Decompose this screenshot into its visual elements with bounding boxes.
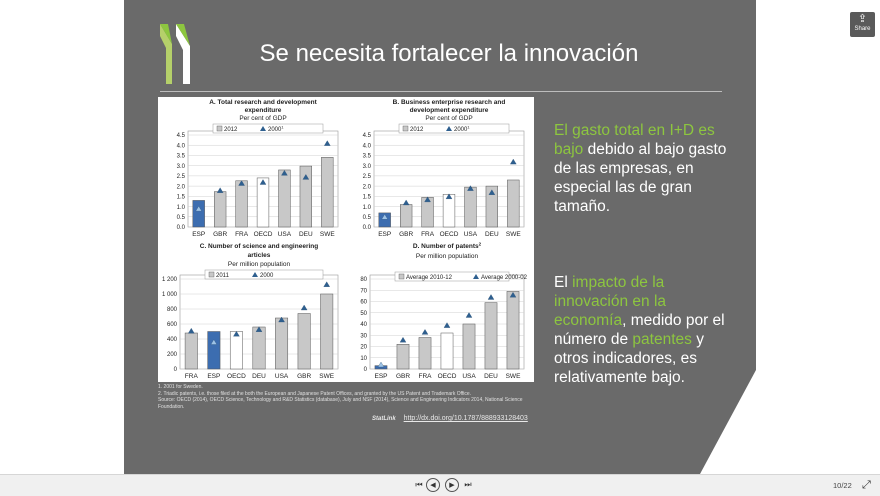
y-tick-label: 0 (173, 367, 177, 374)
y-tick-label: 2.0 (362, 184, 371, 191)
x-tick-label: OECD (439, 231, 459, 238)
x-tick-label: DEU (252, 373, 266, 380)
y-tick-label: 0 (363, 367, 367, 374)
slide-title: Se necesita fortalecer la innovación (259, 40, 639, 67)
x-tick-label: FRA (418, 373, 432, 380)
y-tick-label: 1.0 (362, 204, 371, 211)
y-tick-label: 3.5 (362, 153, 371, 160)
x-tick-label: DEU (298, 231, 313, 238)
legend-swatch-bar (399, 274, 404, 279)
bar (485, 303, 497, 369)
statlink-url[interactable]: http://dx.doi.org/10.1787/888933128403 (403, 415, 528, 422)
y-tick-label: 60 (360, 299, 367, 306)
x-tick-label: OECD (437, 373, 457, 380)
x-tick-label: ESP (378, 231, 392, 238)
chart-subtitle: Per cent of GDP (239, 115, 287, 122)
legend-label: Average 2000-02 (481, 275, 527, 281)
y-tick-label: 70 (360, 288, 367, 295)
play-button[interactable]: ▶ (445, 478, 459, 492)
chart-title: D. Number of patents$^2$ (412, 241, 482, 250)
x-tick-label: USA (462, 373, 476, 380)
viewer-toolbar (0, 474, 880, 496)
y-tick-label: 50 (360, 310, 367, 317)
y-tick-label: 0.5 (176, 214, 185, 221)
y-tick-label: 200 (166, 352, 177, 359)
bar (465, 187, 477, 227)
legend-swatch-bar (217, 126, 222, 131)
y-tick-label: 80 (360, 277, 367, 284)
body-text: debido al bajo gasto de las empresas, en especial las de gran tamaño. (554, 141, 727, 215)
x-tick-label: OECD (253, 231, 273, 238)
y-tick-label: 1.0 (176, 204, 185, 211)
legend-label: 2011 (216, 273, 229, 279)
bar (275, 318, 287, 369)
note-line: Foundation. (158, 403, 185, 410)
x-tick-label: FRA (235, 231, 249, 238)
bar (419, 338, 431, 370)
x-tick-label: GBR (399, 231, 414, 238)
chart-figure (158, 97, 534, 382)
x-tick-label: DEU (484, 231, 499, 238)
y-tick-label: 0.5 (362, 214, 371, 221)
x-tick-label: ESP (192, 231, 206, 238)
highlight-text: impacto de la innovación en la economía (554, 274, 667, 329)
highlight-text: patentes (632, 331, 692, 348)
first-slide-button[interactable]: ⏮ (415, 480, 423, 489)
chart-title: expenditure (244, 107, 282, 114)
x-tick-label: SWE (319, 231, 335, 238)
bar (253, 327, 265, 369)
bar (230, 332, 242, 370)
y-tick-label: 600 (166, 322, 177, 329)
bar (397, 344, 409, 369)
marker (324, 141, 330, 146)
y-tick-label: 4.0 (362, 143, 371, 150)
y-tick-label: 2.5 (362, 174, 371, 181)
marker (378, 362, 384, 367)
bar (298, 314, 310, 370)
x-tick-label: GBR (297, 373, 312, 380)
y-tick-label: 1.5 (176, 194, 185, 201)
page-counter: 10/22 (833, 481, 852, 490)
bar (193, 200, 205, 227)
y-tick-label: 0.0 (362, 225, 371, 232)
bar (441, 333, 453, 369)
highlight-text: El gasto total en I+D es bajo (554, 122, 715, 158)
y-tick-label: 800 (166, 307, 177, 314)
chart-subtitle: Per cent of GDP (425, 115, 473, 122)
bar (507, 180, 519, 227)
note-line: 2. Triadic patents, i.e. those filed at the both the European and Japanese Patent Offices, and granted by the US Patent and Trademark Office. (158, 390, 472, 397)
chart-title: development expenditure (409, 107, 489, 114)
fullscreen-icon[interactable]: ⤢ (862, 479, 871, 491)
marker (422, 329, 428, 334)
body-text: El (554, 274, 573, 291)
body-text: y otros indicadores, es relativamente bajo. (554, 331, 704, 386)
note-line: 1. 2001 for Sweden. (158, 384, 203, 390)
bar (463, 324, 475, 369)
charts-svg (158, 97, 534, 382)
y-tick-label: 0.0 (176, 225, 185, 232)
y-tick-label: 2.0 (176, 184, 185, 191)
marker (403, 200, 409, 205)
x-tick-label: USA (274, 373, 289, 380)
y-tick-label: 1.5 (362, 194, 371, 201)
x-tick-label: OECD (227, 373, 246, 380)
chart-title: A. Total research and development (209, 99, 317, 106)
x-tick-label: USA (463, 231, 478, 238)
x-tick-label: SWE (319, 373, 335, 380)
chart-subtitle: Per million population (227, 261, 291, 268)
y-tick-label: 3.5 (176, 153, 185, 160)
marker (217, 188, 223, 193)
x-tick-label: USA (277, 231, 292, 238)
y-tick-label: 1 200 (161, 277, 177, 284)
x-tick-label: FRA (421, 231, 435, 238)
marker (466, 313, 472, 318)
x-tick-label: ESP (374, 373, 388, 380)
body-text: , medido por el número de (554, 312, 725, 348)
y-tick-label: 3.0 (362, 163, 371, 170)
legend-label: 2012 (410, 127, 424, 133)
y-tick-label: 4.5 (362, 133, 371, 140)
previous-slide-button[interactable]: ◀ (426, 478, 440, 492)
y-tick-label: 4.0 (176, 143, 185, 150)
y-tick-label: 2.5 (176, 174, 185, 181)
y-tick-label: 20 (360, 344, 367, 351)
slide-corner-fold (700, 370, 756, 474)
legend-label: 2012 (224, 127, 238, 133)
x-tick-label: SWE (505, 231, 521, 238)
y-tick-label: 400 (166, 337, 177, 344)
bar (257, 178, 269, 227)
x-tick-label: SWE (505, 373, 521, 380)
marker (301, 305, 307, 310)
bar (507, 291, 519, 369)
note-line: Source: OECD (2014), OECD Science, Technology and R&D Statistics (database), July and NSF (2014), Science and Engineering Indicators 2014, National Science (158, 397, 523, 403)
y-tick-label: 3.0 (176, 163, 185, 170)
x-tick-label: ESP (207, 373, 221, 380)
legend-label: Average 2010-12 (406, 275, 452, 281)
marker (488, 295, 494, 300)
y-tick-label: 4.5 (176, 133, 185, 140)
legend-label: 2000 (260, 273, 274, 279)
bar (208, 332, 220, 370)
statlink (372, 415, 528, 422)
marker (400, 337, 406, 342)
oecd-logo-icon (158, 22, 198, 86)
marker (188, 328, 194, 333)
legend-swatch-bar (403, 126, 408, 131)
legend-label: 2000$^1$ (268, 124, 284, 133)
share-button[interactable] (850, 12, 875, 37)
figure-notes (158, 384, 538, 410)
bar (321, 157, 333, 227)
y-tick-label: 30 (360, 333, 367, 340)
marker (510, 159, 516, 164)
legend-label: 2000$^1$ (454, 124, 470, 133)
bar (443, 194, 455, 227)
bar (185, 333, 197, 369)
x-tick-label: GBR (213, 231, 228, 238)
chart-title: C. Number of science and engineering (199, 243, 319, 250)
x-tick-label: GBR (395, 373, 411, 380)
text-paragraph-rd (554, 121, 734, 216)
title-divider (160, 91, 722, 92)
y-tick-label: 40 (360, 322, 367, 329)
share-label: Share (854, 26, 871, 32)
chart-title: articles (247, 252, 271, 259)
x-tick-label: DEU (484, 373, 498, 380)
marker (444, 323, 450, 328)
last-slide-button[interactable]: ⏭ (464, 480, 472, 489)
share-icon: ⇪ (857, 13, 868, 25)
x-tick-label: FRA (184, 373, 198, 380)
y-tick-label: 10 (360, 355, 367, 362)
bar (400, 205, 412, 227)
marker (324, 282, 330, 287)
slide (124, 0, 756, 474)
legend-swatch-bar (209, 272, 214, 277)
chart-title: B. Business enterprise research and (392, 99, 506, 106)
y-tick-label: 1 000 (161, 292, 177, 299)
bar (214, 192, 226, 227)
bar (236, 181, 248, 227)
statlink-label: StatLink (372, 416, 396, 422)
bar (279, 170, 291, 227)
chart-subtitle: Per million population (415, 253, 479, 260)
bar (321, 294, 333, 369)
